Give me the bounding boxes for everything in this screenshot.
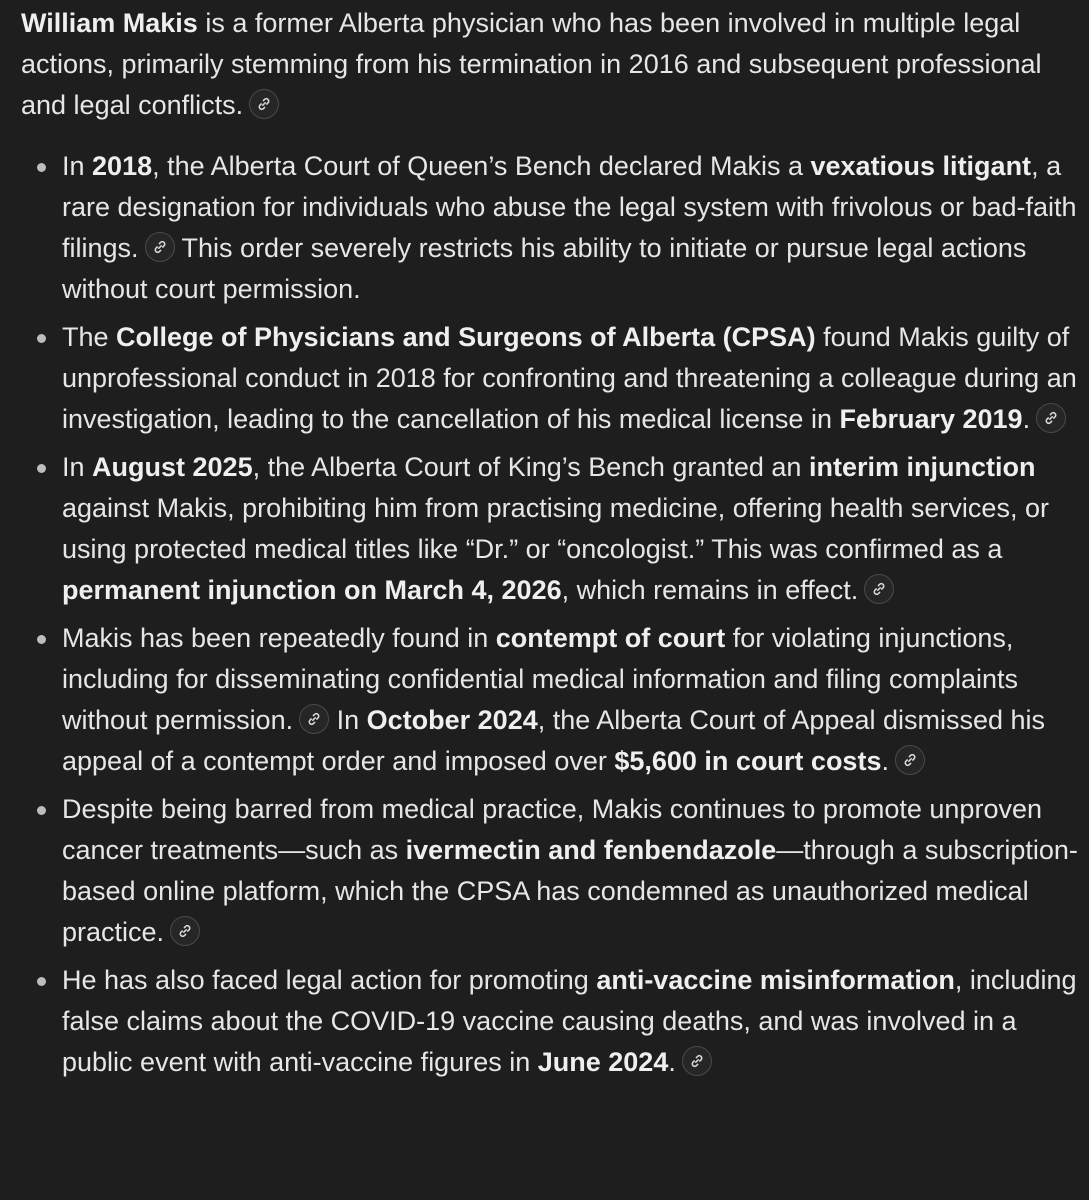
bullet-dot bbox=[37, 635, 46, 644]
bullet-dot bbox=[37, 334, 46, 343]
text-run: In bbox=[329, 705, 367, 735]
bold-run: interim injunction bbox=[808, 452, 1036, 482]
intro-text: is a former Alberta physician who has been involved in multiple legal actions, primarily stemming from his termination in 2016 and subsequent professional and legal conflicts. bbox=[21, 8, 1042, 120]
text-run: against Makis, prohibiting him from practising medicine, offering health services, or using protected medical titles like “Dr.” or “oncologist.” This was confirmed as a bbox=[62, 493, 1049, 564]
citation-link-button[interactable] bbox=[895, 745, 925, 775]
text-run: , which remains in effect. bbox=[561, 575, 859, 605]
bold-run: contempt of court bbox=[495, 623, 726, 653]
link-icon bbox=[256, 96, 272, 112]
intro-paragraph bbox=[21, 3, 1051, 126]
text-run: , including false claims about the COVID-19 vaccine causing deaths, and was involved in a public event with anti-vaccine figures in bbox=[62, 965, 1077, 1077]
link-icon bbox=[871, 581, 887, 597]
citation-link-button[interactable] bbox=[1036, 403, 1066, 433]
bullet-dot bbox=[37, 977, 46, 986]
list-item bbox=[21, 618, 1087, 782]
bold-run: 2018 bbox=[92, 151, 153, 181]
citation-link-button[interactable] bbox=[864, 574, 894, 604]
key-points-list bbox=[21, 146, 1087, 1083]
list-item bbox=[21, 146, 1087, 310]
citation-link-button[interactable] bbox=[299, 704, 329, 734]
text-run: In bbox=[62, 151, 93, 181]
text-run: . bbox=[1022, 404, 1031, 434]
link-icon bbox=[177, 923, 193, 939]
text-run: , the Alberta Court of Queen’s Bench declared Makis a bbox=[152, 151, 811, 181]
link-icon bbox=[689, 1053, 705, 1069]
link-icon bbox=[152, 239, 168, 255]
link-icon bbox=[1043, 410, 1059, 426]
text-run: . bbox=[881, 746, 889, 776]
text-run: . bbox=[668, 1047, 676, 1077]
link-icon bbox=[306, 711, 322, 727]
bold-run: October 2024 bbox=[366, 705, 538, 735]
text-run: Despite being barred from medical practice, Makis continues to promote unproven cancer treatments—such as bbox=[62, 794, 1042, 865]
text-run: , the Alberta Court of Appeal dismissed his appeal of a contempt order and imposed over bbox=[62, 705, 1046, 776]
text-run: —through a subscription-based online platform, which the CPSA has condemned as unauthorized medical practice. bbox=[62, 835, 1078, 947]
text-run: He has also faced legal action for promoting bbox=[62, 965, 597, 995]
bold-run: August 2025 bbox=[92, 452, 253, 482]
assistant-answer bbox=[21, 3, 1087, 1090]
list-item bbox=[21, 317, 1087, 440]
text-run: Makis has been repeatedly found in bbox=[62, 623, 496, 653]
subject-name: William Makis bbox=[21, 8, 198, 38]
citation-link-button[interactable] bbox=[170, 916, 200, 946]
list-item bbox=[21, 960, 1087, 1083]
list-item bbox=[21, 789, 1087, 953]
bold-run: permanent injunction on March 4, 2026 bbox=[62, 575, 562, 605]
citation-link-button[interactable] bbox=[682, 1046, 712, 1076]
bold-run: College of Physicians and Surgeons of Alberta (CPSA) bbox=[116, 322, 816, 352]
bullet-dot bbox=[37, 806, 46, 815]
text-run: This order severely restricts his ability to initiate or pursue legal actions without court permission. bbox=[62, 233, 1027, 304]
text-run: for violating injunctions, including for disseminating confidential medical information and filing complaints without permission. bbox=[62, 623, 1019, 735]
bold-run: $5,600 in court costs bbox=[614, 746, 882, 776]
text-run: , the Alberta Court of King’s Bench granted an bbox=[252, 452, 809, 482]
bullet-dot bbox=[37, 163, 46, 172]
citation-link-button[interactable] bbox=[249, 89, 279, 119]
bold-run: June 2024 bbox=[537, 1047, 669, 1077]
bold-run: vexatious litigant bbox=[810, 151, 1032, 181]
bold-run: ivermectin and fenbendazole bbox=[405, 835, 777, 865]
link-icon bbox=[902, 752, 918, 768]
bold-run: anti-vaccine misinformation bbox=[596, 965, 955, 995]
text-run: The bbox=[62, 322, 117, 352]
text-run: found Makis guilty of unprofessional conduct in 2018 for confronting and threatening a colleague during an investigation, leading to the cancellation of his medical license in bbox=[62, 322, 1077, 434]
bullet-dot bbox=[37, 464, 46, 473]
bold-run: February 2019 bbox=[839, 404, 1023, 434]
list-item bbox=[21, 447, 1087, 611]
text-run: , a rare designation for individuals who abuse the legal system with frivolous or bad-faith filings. bbox=[62, 151, 1077, 263]
citation-link-button[interactable] bbox=[145, 232, 175, 262]
text-run: In bbox=[62, 452, 93, 482]
